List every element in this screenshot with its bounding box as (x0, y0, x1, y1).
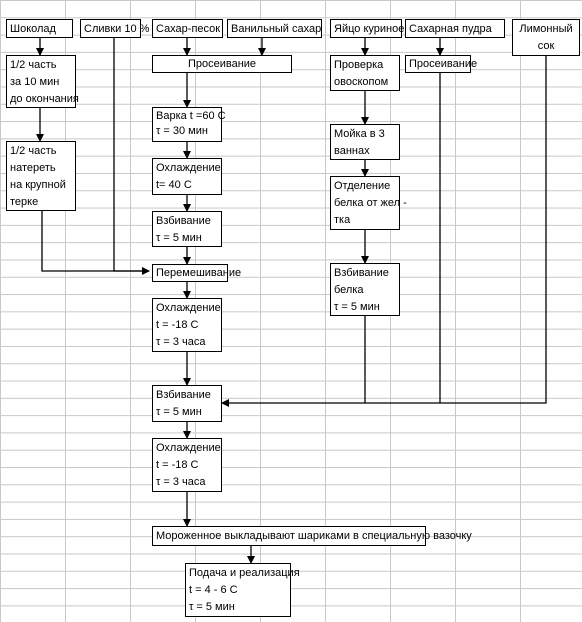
step-egg-check: Проверка овоскопом (330, 55, 400, 91)
step-egg-separate: Отделение белка от жел - тка (330, 176, 400, 230)
step-cool-minus18-a: Охлаждение t = -18 С τ = 3 часа (152, 298, 222, 352)
step-chocolate-grate: 1/2 часть натереть на крупной терке (6, 141, 76, 211)
step-sieve-powder: Просеивание (405, 55, 471, 73)
ingredient-cream: Сливки 10 % (80, 19, 141, 38)
step-chocolate-melt: 1/2 часть за 10 мин до окончания (6, 55, 76, 108)
step-egg-wash: Мойка в 3 ваннах (330, 124, 400, 160)
step-cool-40: Охлаждение t= 40 С (152, 158, 222, 195)
step-sieve-sugar: Просеивание (152, 55, 292, 73)
step-mixing: Перемешивание (152, 264, 228, 282)
step-boil: Варка t =60 С τ = 30 мин (152, 107, 222, 142)
step-whip-1: Взбивание τ = 5 мин (152, 211, 222, 247)
ingredient-lemon-juice: Лимонный сок (512, 19, 580, 56)
arrow-cream-to-mixing (114, 37, 149, 271)
ingredient-eggs: Яйцо куриное (330, 19, 402, 38)
step-serving: Подача и реализация t = 4 - 6 С τ = 5 мин (185, 563, 291, 617)
ingredient-powdered-sugar: Сахарная пудра (405, 19, 505, 38)
ingredient-chocolate: Шоколад (6, 19, 73, 38)
arrow-grate-to-mixing (42, 210, 149, 271)
ingredient-vanilla-sugar: Ванильный сахар (227, 19, 322, 38)
step-cool-minus18-b: Охлаждение t = -18 С τ = 3 часа (152, 438, 222, 492)
ingredient-sugar: Сахар-песок (152, 19, 223, 38)
step-whip-2: Взбивание τ = 5 мин (152, 385, 222, 422)
step-serve-balls: Мороженное выкладывают шариками в специальную вазочку (152, 526, 426, 546)
step-egg-white-whip: Взбивание белка τ = 5 мин (330, 263, 400, 316)
